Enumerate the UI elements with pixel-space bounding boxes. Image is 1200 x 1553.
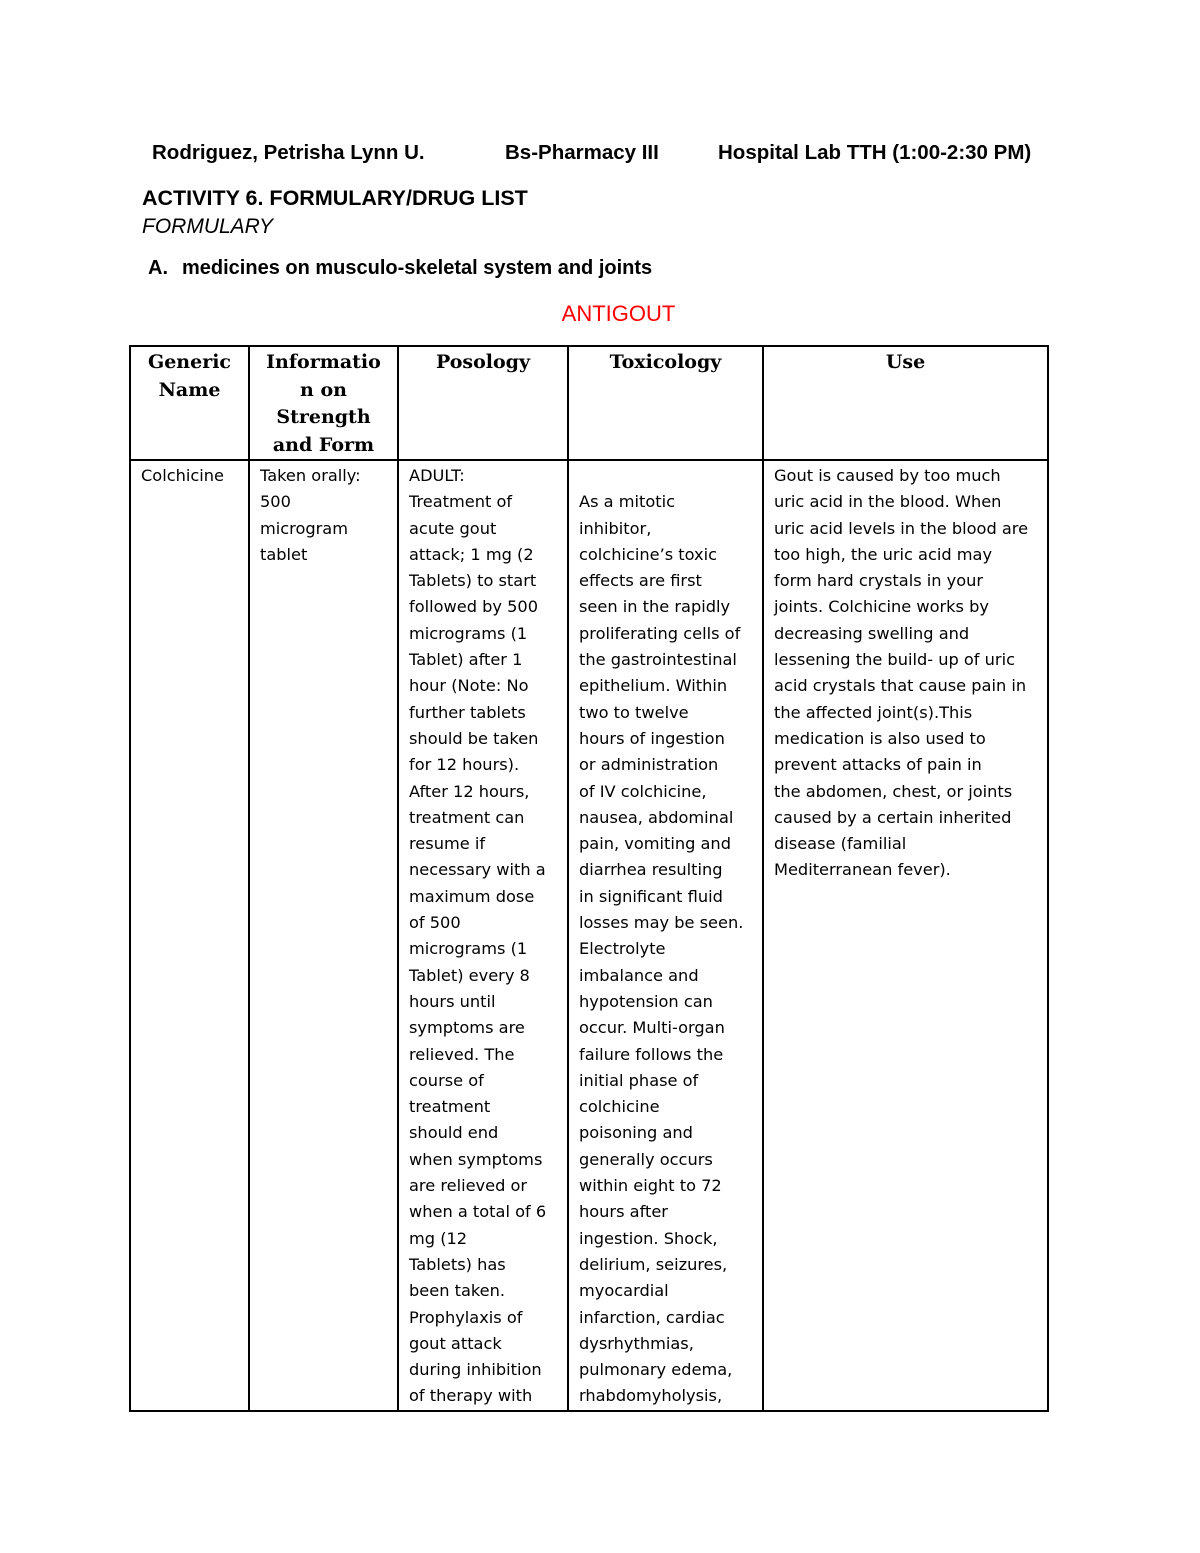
student-name: Rodriguez, Petrisha Lynn U. [152, 141, 425, 164]
formulary-table [129, 345, 1049, 1412]
course-name: Bs-Pharmacy III [505, 141, 659, 164]
column-header-use: Use [763, 346, 1048, 460]
table-row [130, 460, 1048, 1411]
cell-use: Gout is caused by too much uric acid in the blood. When uric acid levels in the blood are too high, the uric acid may form hard crystals in your joints. Colchicine works by decreasing swelling and lessening the build- up of uric acid crystals that cause pain in the affected joint(s).This medication is also used to prevent attacks of pain in the abdomen, chest, or joints caused by a certain inherited disease (familial Mediterranean fever). [763, 460, 1048, 1411]
table-header-row [130, 346, 1048, 460]
cell-toxicology: As a mitotic inhibitor, colchicine’s toxic effects are first seen in the rapidly proliferating cells of the gastrointestinal epithelium. Within two to twelve hours of ingestion or administration of IV colchicine, nausea, abdominal pain, vomiting and diarrhea resulting in significant fluid losses may be seen. Electrolyte imbalance and hypotension can occur. Multi-organ failure follows the initial phase of colchicine poisoning and generally occurs within eight to 72 hours after ingestion. Shock, delirium, seizures, myocardial infarction, cardiac dysrhythmias, pulmonary edema, rhabdomyholysis, [568, 460, 763, 1411]
lab-schedule: Hospital Lab TTH (1:00-2:30 PM) [718, 141, 1032, 164]
section-text: medicines on musculo-skeletal system and joints [182, 257, 653, 279]
column-header-generic-name: Generic Name [130, 346, 249, 460]
activity-title: ACTIVITY 6. FORMULARY/DRUG LIST [142, 186, 528, 210]
column-header-toxicology: Toxicology [568, 346, 763, 460]
document-header [152, 141, 1052, 171]
column-header-strength-form: Informatio n on Strength and Form [249, 346, 398, 460]
cell-strength-form: Taken orally: 500 microgram tablet [249, 460, 398, 1411]
drug-category-title: ANTIGOUT [561, 301, 676, 326]
cell-generic-name: Colchicine [130, 460, 249, 1411]
section-letter: A. [148, 257, 168, 279]
activity-subtitle: FORMULARY [142, 215, 274, 238]
column-header-posology: Posology [398, 346, 568, 460]
cell-posology: ADULT: Treatment of acute gout attack; 1 mg (2 Tablets) to start followed by 500 micrograms (1 Tablet) after 1 hour (Note: No further tablets should be taken for 12 hours). After 12 hours, treatment can resume if necessary with a maximum dose of 500 micrograms (1 Tablet) every 8 hours until symptoms are relieved. The course of treatment should end when symptoms are relieved or when a total of 6 mg (12 Tablets) has been taken. Prophylaxis of gout attack during inhibition of therapy with [398, 460, 568, 1411]
section-heading [148, 257, 652, 280]
